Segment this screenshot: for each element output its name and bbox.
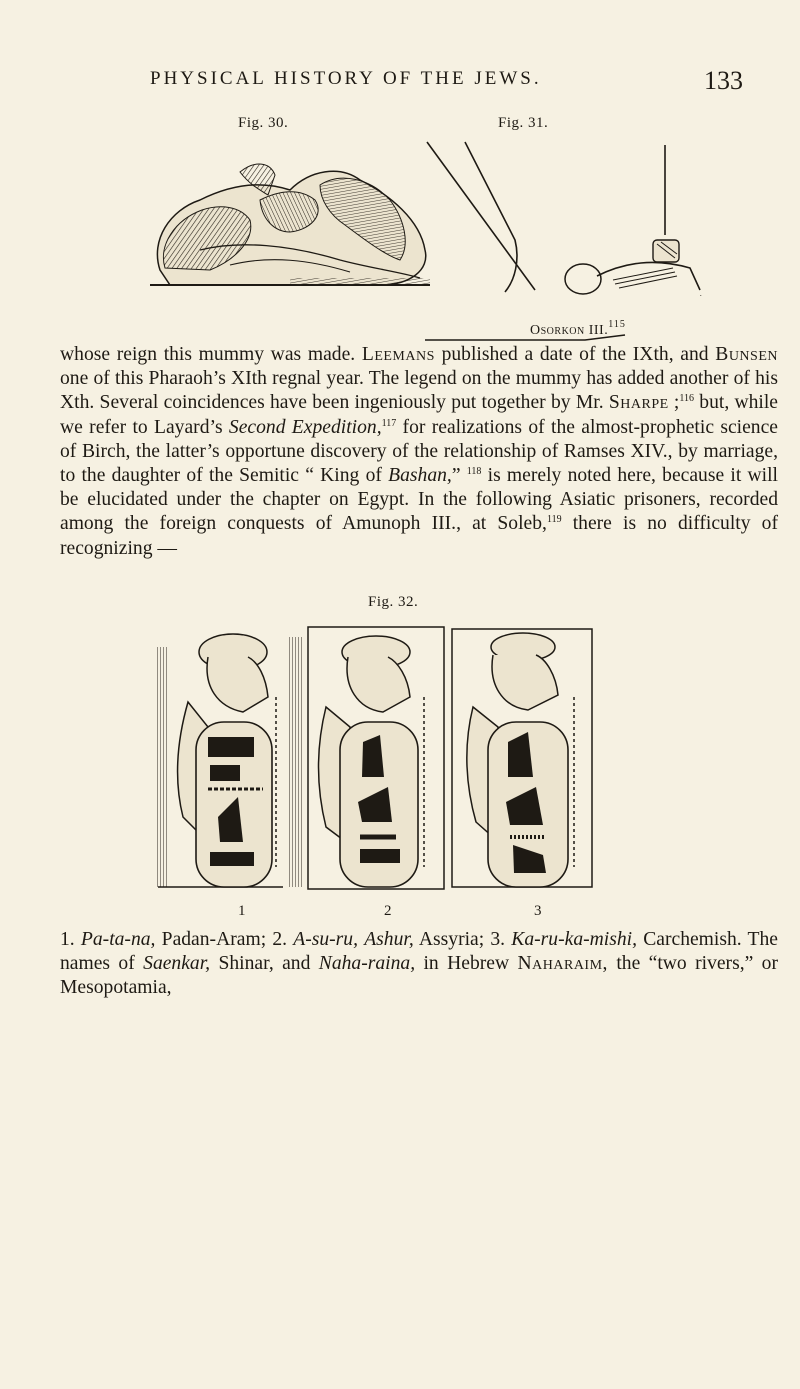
second-expedition: Second Expedition, <box>228 416 382 438</box>
running-head: PHYSICAL HISTORY OF THE JEWS. <box>150 68 542 89</box>
footnote-ref-116: 116 <box>679 393 695 405</box>
text-run: published a date of the IXth, and <box>434 344 716 365</box>
fig-31-osorkon-profile-illustration <box>425 140 725 295</box>
prisoner-3-figure <box>452 629 592 887</box>
fig-31-label: Fig. 31. <box>498 115 549 131</box>
fig-32-number-2: 2 <box>384 903 392 919</box>
text-run: ; <box>668 392 680 414</box>
text-run: for realizations of the almost-prophetic science of Birch, the latter’s opportune discovery of the relationship of Ramses XIV., by marriage, to the daughter of the Semitic “ King of <box>60 416 778 487</box>
paragraph-1 <box>60 343 778 561</box>
footnote-ref-119: 119 <box>546 514 562 526</box>
osorkon-name: Osorkon III. <box>530 323 609 338</box>
text-run: whose reign this mummy was made. <box>60 344 362 365</box>
footnote-ref-118: 118 <box>466 466 482 478</box>
footnote-ref-117: 117 <box>381 417 397 429</box>
ashur: Ashur, <box>364 929 414 950</box>
ka-ru-ka-mishi: Ka-ru-ka-mishi, <box>511 929 637 950</box>
a-su-ru: A-su-ru, <box>293 929 358 950</box>
naharaim: Naharaim, <box>517 953 608 975</box>
naharaina: Naha-raina, <box>318 953 416 975</box>
fig-30-mummy-head-illustration <box>140 160 440 288</box>
text-run: 1. <box>60 929 81 950</box>
fig-31-caption <box>530 319 626 339</box>
text-run: the “two rivers,” or Mesopotamia, <box>60 953 779 999</box>
page-number: 133 <box>704 66 743 95</box>
saenkar: Saenkar, <box>143 953 211 975</box>
text-run: but, while we refer to Layard’s <box>60 392 779 438</box>
sharpe: Sharpe <box>608 392 669 414</box>
prisoner-2-figure <box>288 627 444 889</box>
text-run: ” <box>451 465 467 487</box>
text-run: Shinar, and <box>210 953 319 975</box>
fig-32-prisoners-illustration <box>148 617 598 899</box>
bunsen: Bunsen <box>715 344 778 365</box>
text-run: Assyria; 3. <box>413 929 512 950</box>
footnote-ref-115: 115 <box>608 319 626 330</box>
text-run: is merely noted here, because it will be elucidated under the chapter on Egypt. In the following Asiatic prisoners, recorded among the foreign conquests of Amunoph III., at Soleb, <box>60 465 779 535</box>
fig-30-label: Fig. 30. <box>238 115 289 131</box>
text-run: Carchemish. The names of <box>60 929 778 975</box>
text-run: there is no difficulty of recognizing — <box>60 513 778 559</box>
text-run: in Hebrew <box>415 953 518 975</box>
fig-32-number-3: 3 <box>534 903 542 919</box>
bashan: Bashan, <box>388 465 452 487</box>
leemans: Leemans <box>361 344 435 365</box>
prisoner-1-figure <box>156 634 283 887</box>
text-run: Padan-Aram; 2. <box>155 929 294 950</box>
paragraph-2 <box>60 928 778 1001</box>
text-run: one of this Pharaoh’s XIth regnal year. The legend on the mummy has added another of his Xth. Several coincidences have been ingeniously put together by Mr. <box>60 368 778 414</box>
fig-32-number-1: 1 <box>238 903 246 919</box>
pa-ta-na: Pa-ta-na, <box>80 929 156 950</box>
fig-32-label: Fig. 32. <box>368 594 419 610</box>
